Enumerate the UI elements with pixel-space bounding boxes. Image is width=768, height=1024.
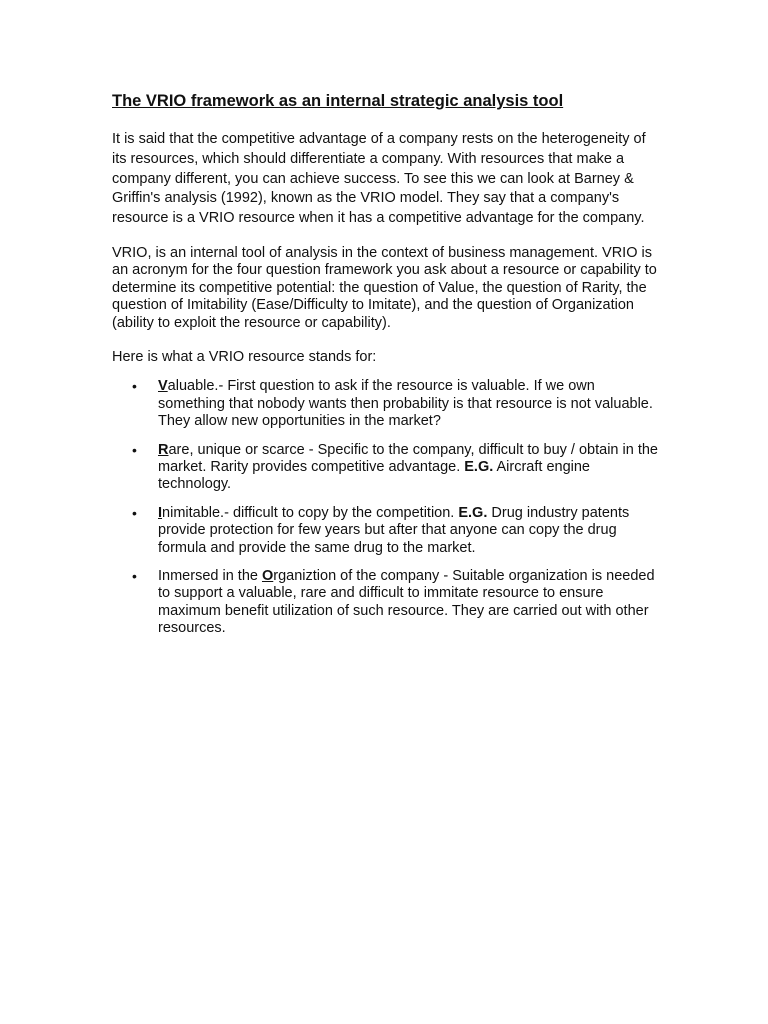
vrio-definition-paragraph: VRIO, is an internal tool of analysis in the context of business management. VRIO is an acronym for the four question framework you ask about a resource or capability to determine its competitive potential: the question of Value, the question of Rarity, the question of Imitability (Ease/Difficulty to Imitate), and the question of Organization (ability to exploit the resource or capability). xyxy=(112,244,657,331)
item-after: Drug industry patents provide protection for few years but after that anyone can copy the drug formula and provide the same drug to the market. xyxy=(158,504,630,556)
document-title: The VRIO framework as an internal strategic analysis tool xyxy=(112,92,564,110)
item-key-letter: R xyxy=(158,441,169,458)
list-item-inimitable xyxy=(112,505,660,557)
bullet-icon: • xyxy=(132,378,137,395)
list-intro-paragraph: Here is what a VRIO resource stands for: xyxy=(112,349,377,366)
item-text: nimitable.- difficult to copy by the competition. xyxy=(162,504,459,521)
item-eg: E.G. xyxy=(458,504,488,521)
item-eg: E.G. xyxy=(464,459,494,476)
item-key-letter: V xyxy=(158,378,168,395)
list-item-valuable xyxy=(112,378,660,430)
item-text: rganiztion of the company - Suitable organization is needed to support a valuable, rare and difficult to immitate resource to ensure maximum benefit utilization of such resource. They are carried out with other resources. xyxy=(158,568,655,637)
bullet-icon: • xyxy=(132,568,137,585)
list-item-rare xyxy=(112,442,660,494)
intro-paragraph: It is said that the competitive advantage of a company rests on the heterogeneity of its resources, which should differentiate a company. With resources that make a company different, you can achieve success. To see this we can look at Barney & Griffin's analysis (1992), known as the VRIO model. They say that a company's resource is a VRIO resource when it has a competitive advantage for the company. xyxy=(112,131,646,227)
bullet-icon: • xyxy=(132,441,137,458)
document-page xyxy=(112,90,660,649)
item-text: are, unique or scarce - Specific to the company, difficult to buy / obtain in the market. Rarity provides competitive advantage. xyxy=(158,441,658,476)
item-key-letter: I xyxy=(158,504,163,521)
bullet-icon: • xyxy=(132,504,137,521)
list-item-organization xyxy=(112,568,660,638)
item-text: aluable.- First question to ask if the resource is valuable. If we own something that nobody wants then probability is that resource is not valuable. They allow new opportunities in the market? xyxy=(158,378,653,430)
vrio-list xyxy=(112,378,660,637)
item-after: Aircraft engine technology. xyxy=(158,459,590,493)
item-key-letter: O xyxy=(261,568,274,585)
item-prefix: Inmersed in the xyxy=(158,568,262,585)
